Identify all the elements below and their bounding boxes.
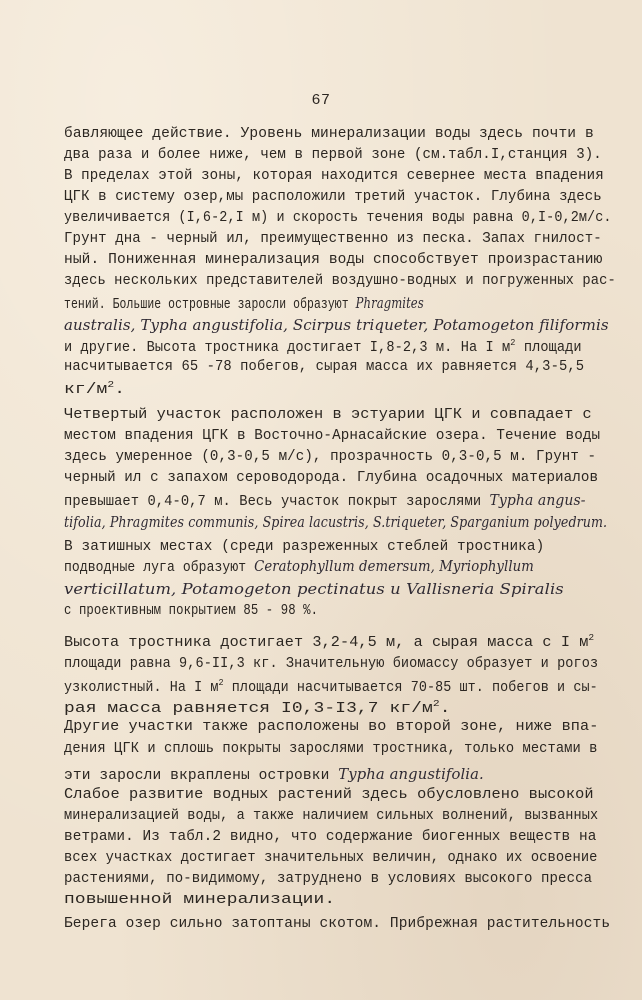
handwritten-latin-name: Typha angustifolia. [338, 767, 484, 783]
text-line [64, 493, 586, 510]
page-number: 67 [311, 92, 331, 109]
text-line [64, 559, 534, 576]
handwritten-latin-name: Phragmites [355, 296, 424, 312]
text-line: два раза и более ниже, чем в первой зоне (см.табл.I,станция 3). [64, 147, 602, 163]
text-line [64, 380, 125, 398]
text-run: подводные луга образуют [64, 560, 255, 576]
text-line: площади равна 9,6-II,3 кг. Значительную биомассу образует и рогоз [64, 656, 599, 672]
text-line [64, 318, 609, 335]
handwritten-latin-name: verticillatum, Potamogeton pectinatus и Vallisneria Spiralis [64, 582, 564, 598]
superscript: 2 [218, 678, 224, 688]
text-line: дения ЦГК и сплошь покрыты зарослями тростника, только местами в [64, 741, 598, 757]
text-run: площади [515, 340, 582, 356]
text-run: кг/м [64, 382, 108, 398]
text-line [64, 767, 484, 784]
text-line [64, 699, 451, 717]
text-line [64, 338, 582, 356]
text-run: . [439, 701, 451, 717]
text-line: повышенной минерализации. [64, 892, 336, 908]
text-line: минерализацией воды, а также наличием сильных волнений, вызванных [64, 808, 599, 824]
text-run: рая масса равняется I0,3-I3,7 кг/м [64, 701, 433, 717]
text-line: насчитывается 65 -78 побегов, сырая масса их равняется 4,3-5,5 [64, 359, 585, 375]
text-line: ный. Пониженная минерализация воды способствует произрастанию [64, 252, 603, 268]
text-line: увеличивается (I,6-2,I м) и скорость течения воды равна 0,I-0,2м/с. [64, 210, 612, 226]
superscript: 2 [510, 338, 516, 348]
text-run: . [114, 382, 126, 398]
text-line: с проективным покрытием 85 - 98 %. [64, 603, 319, 619]
handwritten-latin-name: Typha angus- [489, 493, 586, 509]
text-run: и другие. Высота тростника достигает I,8-2,3 м. На I м [64, 340, 511, 356]
text-line: растениями, по-видимому, затруднено в условиях высокого пресса [64, 871, 593, 887]
text-run: узколистный. На I м [64, 680, 219, 696]
text-line: В пределах этой зоны, которая находится севернее места впадения [64, 168, 604, 184]
text-line [64, 633, 594, 651]
handwritten-latin-name: australis, Typha angustifolia, Scirpus triqueter, Potamogeton filiformis [64, 318, 609, 334]
text-line [64, 582, 564, 599]
text-line: местом впадения ЦГК в Восточно-Арнасайские озера. Течение воды [64, 428, 601, 444]
text-run: площади насчитывается 70-85 шт. побегов и сы- [223, 680, 598, 696]
text-line: бавляющее действие. Уровень минерализации воды здесь почти в [64, 126, 594, 142]
text-run: эти заросли вкраплены островки [64, 768, 339, 784]
text-line: Слабое развитие водных растений здесь обусловлено высокой [64, 787, 594, 803]
text-line: Грунт дна - черный ил, преимущественно из песка. Запах гнилост- [64, 231, 602, 247]
text-run: Высота тростника достигает 3,2-4,5 м, а сырая масса с I м [64, 635, 589, 651]
text-line: всех участках достигает значительных величин, однако их освоение [64, 850, 598, 866]
text-line: здесь умеренное (0,3-0,5 м/с), прозрачность 0,3-0,5 м. Грунт - [64, 449, 597, 465]
text-line: черный ил с запахом сероводорода. Глубина осадочных материалов [64, 470, 599, 486]
text-run: превышает 0,4-0,7 м. Весь участок покрыт зарослями [64, 494, 490, 510]
text-line: Другие участки также расположены во второй зоне, ниже впа- [64, 719, 599, 735]
superscript: 2 [107, 380, 115, 390]
handwritten-latin-name: tifolia, Phragmites communis, Spirea lacustris, S.triqueter, Sparganium polyedrum. [64, 515, 608, 531]
superscript: 2 [588, 633, 595, 643]
text-line [64, 296, 424, 313]
text-line: Четвертый участок расположен в эстуарии ЦГК и совпадает с [64, 407, 592, 423]
text-run: тений. Большие островные заросли образуют [64, 297, 356, 313]
text-line: ветрами. Из табл.2 видно, что содержание биогенных веществ на [64, 829, 597, 845]
text-line [64, 678, 598, 696]
text-line: Берега озер сильно затоптаны скотом. Прибрежная растительность [64, 916, 611, 932]
superscript: 2 [432, 699, 440, 709]
text-line: В затишных местах (среди разреженных стеблей тростника) [64, 539, 545, 555]
text-line: ЦГК в систему озер,мы расположили третий участок. Глубина здесь [64, 189, 602, 205]
handwritten-latin-name: Ceratophyllum demersum, Myriophyllum [254, 559, 534, 575]
text-line: здесь нескольких представителей воздушно-водных и погруженных рас- [64, 273, 616, 289]
text-line [64, 515, 607, 532]
